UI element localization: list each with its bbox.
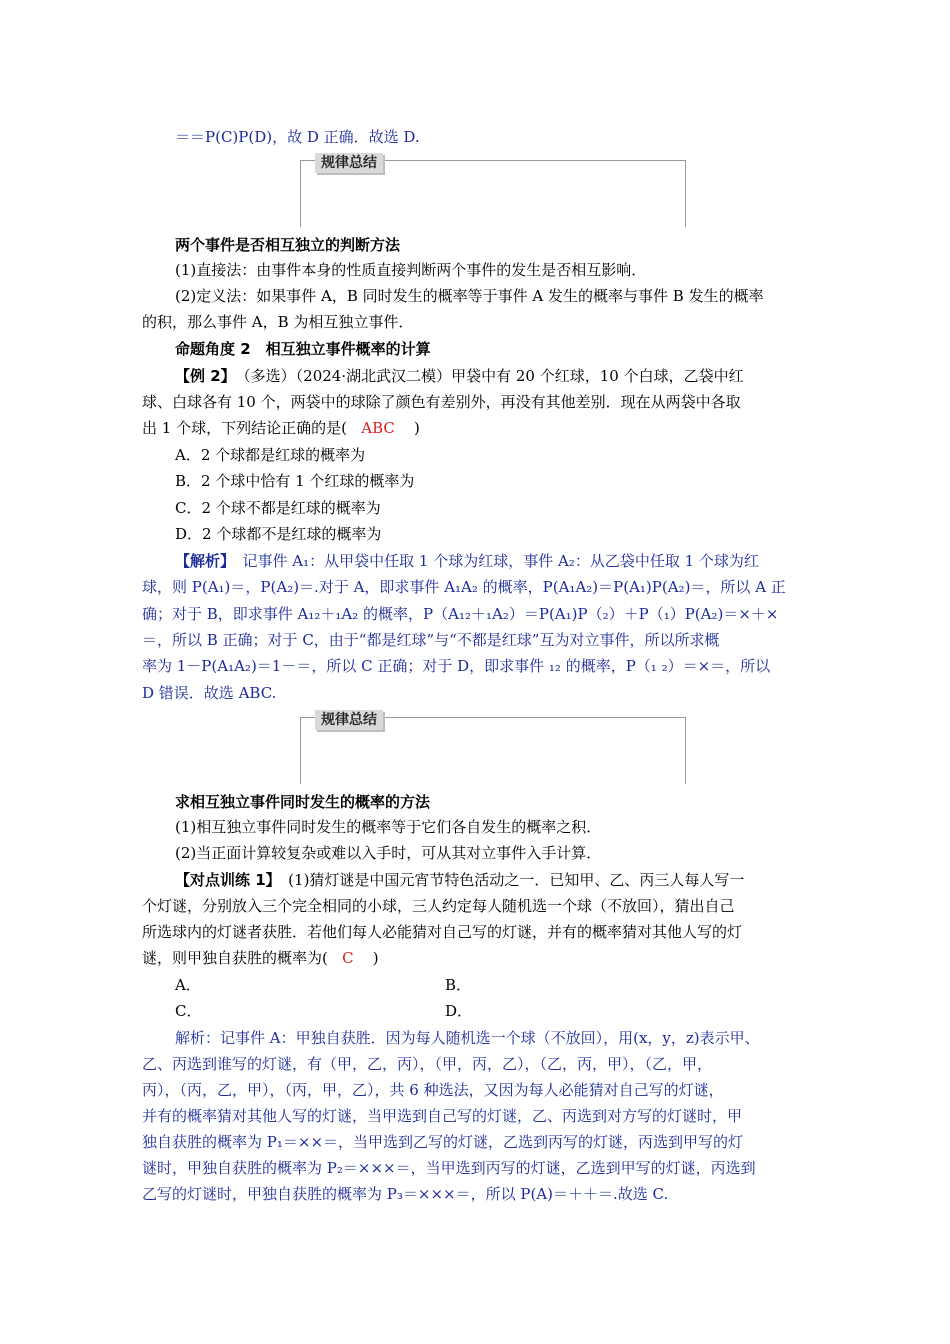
analysis-2-line-1 xyxy=(175,551,759,571)
training-1-suffix: ) xyxy=(372,949,379,967)
training-1-option-c: C． xyxy=(175,1002,202,1020)
rule-summary-tag: 规律总结 xyxy=(315,710,383,730)
summary-2-title: 求相互独立事件同时发生的概率的方法 xyxy=(175,793,431,811)
training-1-line-4 xyxy=(142,948,379,968)
example-2-option-b: B．2 个球中恰有 1 个红球的概率为 xyxy=(175,472,415,490)
summary-1-line-2: (2)定义法：如果事件 A，B 同时发生的概率等于事件 A 发生的概率与事件 B 发生的概率 xyxy=(175,287,764,305)
training-1-option-d: D． xyxy=(445,1002,473,1020)
training-1-text-1: (1)猜灯谜是中国元宵节特色活动之一．已知甲、乙、丙三人每人写一 xyxy=(273,871,745,889)
training-1-answer: C xyxy=(342,949,354,967)
training-1-line-1 xyxy=(175,870,744,890)
analysis-t1-line-6: 谜时，甲独自获胜的概率为 P₂＝×××＝，当甲选到丙写的灯谜，乙选到甲写的灯谜，丙选到 xyxy=(142,1159,756,1177)
rule-summary-box-1 xyxy=(300,155,686,227)
summary-1-line-1: (1)直接法：由事件本身的性质直接判断两个事件的发生是否相互影响． xyxy=(175,261,647,279)
analysis-2-text-1: 记事件 A₁：从甲袋中任取 1 个球为红球，事件 A₂：从乙袋中任取 1 个球为红 xyxy=(227,552,759,570)
analysis-2-line-2: 球，则 P(A₁)＝，P(A₂)＝.对于 A，即求事件 A₁A₂ 的概率，P(A₁A₂)＝P(A₁)P(A₂)＝，所以 A 正 xyxy=(142,578,786,596)
example-2-option-a: A．2 个球都是红球的概率为 xyxy=(175,446,366,464)
training-1-option-b: B． xyxy=(445,976,472,994)
analysis-conclusion-line: ＝＝P(C)P(D)，故 D 正确．故选 D. xyxy=(175,128,420,146)
example-2-line-3 xyxy=(142,418,420,438)
analysis-t1-line-3: 丙），（丙，乙，甲），（丙，甲，乙），共 6 种选法，又因为每人必能猜对自己写的灯谜， xyxy=(142,1081,724,1099)
analysis-t1-line-1: 解析：记事件 A：甲独自获胜．因为每人随机选一个球（不放回），用(x，y，z)表示甲、 xyxy=(175,1029,760,1047)
training-1-line-3: 所选球内的灯谜者获胜．若他们每人必能猜对自己写的灯谜，并有的概率猜对其他人写的灯 xyxy=(142,923,743,941)
training-1-tag: 【对点训练 1】 xyxy=(175,871,274,889)
analysis-t1-line-4: 并有的概率猜对其他人写的灯谜，当甲选到自己写的灯谜，乙、丙选到对方写的灯谜时，甲 xyxy=(142,1107,743,1125)
summary-2-line-2: (2)当正面计算较复杂或难以入手时，可从其对立事件入手计算． xyxy=(175,844,602,862)
example-2-answer: ABC xyxy=(361,419,395,437)
summary-1-title: 两个事件是否相互独立的判断方法 xyxy=(175,236,401,254)
analysis-t1-line-5: 独自获胜的概率为 P₁＝××＝，当甲选到乙写的灯谜，乙选到丙写的灯谜，丙选到甲写的灯 xyxy=(142,1133,744,1151)
example-2-option-d: D．2 个球都不是红球的概率为 xyxy=(175,525,382,543)
training-1-option-a: A． xyxy=(175,976,201,994)
summary-2-line-1: (1)相互独立事件同时发生的概率等于它们各自发生的概率之积． xyxy=(175,818,602,836)
rule-summary-box-2 xyxy=(300,712,686,784)
example-2-tag: 【例 2】 xyxy=(175,367,229,385)
example-2-suffix: ) xyxy=(413,419,420,437)
analysis-t1-line-2: 乙、丙选到谁写的灯谜，有（甲，乙，丙），（甲，丙，乙），（乙，丙，甲），（乙，甲， xyxy=(142,1055,713,1073)
example-2-text-1: （多选）（2024·湖北武汉二模）甲袋中有 20 个红球，10 个白球，乙袋中红 xyxy=(228,367,744,385)
example-2-prefix: 出 1 个球，下列结论正确的是( xyxy=(142,419,347,437)
analysis-2-line-3: 确；对于 B，即求事件 A₁₂＋₁A₂ 的概率，P（A₁₂＋₁A₂）＝P(A₁)P（₂）＋P（₁）P(A₂)＝×＋× xyxy=(142,605,779,623)
analysis-2-line-6: D 错误．故选 ABC. xyxy=(142,684,277,702)
analysis-2-line-4: ＝，所以 B 正确；对于 C，由于“都是红球”与“不都是红球”互为对立事件，所以所求概 xyxy=(142,631,720,649)
analysis-t1-line-7: 乙写的灯谜时，甲独自获胜的概率为 P₃＝×××＝，所以 P(A)＝＋＋＝.故选 C. xyxy=(142,1185,669,1203)
angle-2-heading: 命题角度 2 相互独立事件概率的计算 xyxy=(175,340,431,358)
training-1-line-2: 个灯谜，分别放入三个完全相同的小球，三人约定每人随机选一个球（不放回），猜出自己 xyxy=(142,897,735,915)
summary-1-line-3: 的积，那么事件 A，B 为相互独立事件． xyxy=(142,313,414,331)
example-2-line-2: 球、白球各有 10 个，两袋中的球除了颜色有差别外，再没有其他差别．现在从两袋中各取 xyxy=(142,393,741,411)
training-1-prefix: 谜，则甲独自获胜的概率为( xyxy=(142,949,328,967)
rule-summary-tag: 规律总结 xyxy=(315,153,383,173)
example-2-line-1 xyxy=(175,366,744,386)
analysis-2-tag: 【解析】 xyxy=(175,552,228,570)
example-2-option-c: C．2 个球不都是红球的概率为 xyxy=(175,499,381,517)
analysis-2-line-5: 率为 1－P(A₁A₂)＝1－＝，所以 C 正确；对于 D，即求事件 ₁₂ 的概率，P（₁ ₂）＝×＝，所以 xyxy=(142,657,771,675)
